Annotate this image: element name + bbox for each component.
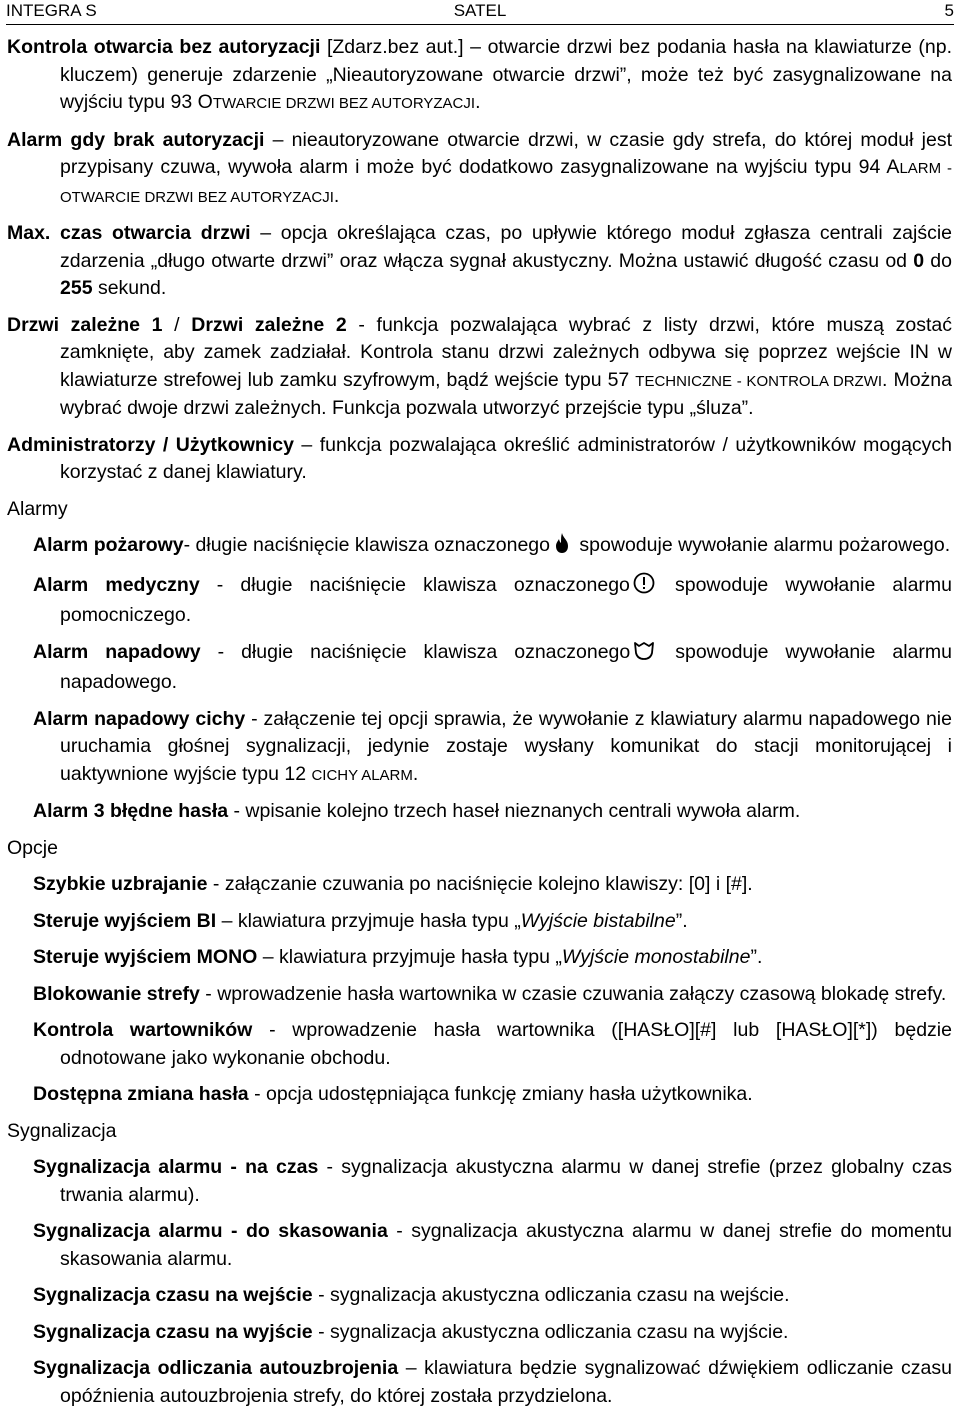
- term: Sygnalizacja alarmu - do skasowania: [33, 1220, 388, 1242]
- term: Dostępna zmiana hasła: [33, 1083, 249, 1105]
- paragraph-signal-exit-delay: Sygnalizacja czasu na wyjście - sygnalizacja akustyczna odliczania czasu na wyjście.: [33, 1320, 789, 1343]
- term: Sygnalizacja czasu na wyjście: [33, 1320, 313, 1343]
- paragraph-mono-output: Steruje wyjściem MONO – klawiatura przyjmuje hasła typu „Wyjście monostabilne”.: [33, 946, 763, 968]
- paragraph-alarm-no-authorization: Alarm gdy brak autoryzacji – nieautoryzowane otwarcie drzwi, w czasie gdy strefa, do której moduł jest przypisany czuwa, wywoła alarm i może być dodatkowo zasygnalizowane na wyjściu typu 94 ALARM - OTWARCIE DRZWI BEZ AUTORYZACJI.: [7, 128, 952, 207]
- term: Alarm napadowy cichy: [33, 707, 246, 730]
- paragraph-signal-alarm-timed: Sygnalizacja alarmu - na czas - sygnalizacja akustyczna alarmu w danej strefie (przez globalny czas trwania alarmu).: [33, 1156, 952, 1206]
- term: Alarm pożarowy: [33, 534, 184, 556]
- paragraph-quick-arming: Szybkie uzbrajanie - załączanie czuwania po naciśnięcie kolejno klawiszy: [0] i [#].: [33, 873, 753, 895]
- term: Kontrola wartowników: [33, 1019, 253, 1041]
- paragraph-signal-alarm-until-cleared: Sygnalizacja alarmu - do skasowania - sygnalizacja akustyczna alarmu w danej strefie do momentu skasowania alarmu.: [33, 1220, 953, 1270]
- term: Alarm medyczny: [33, 573, 200, 596]
- term: Drzwi zależne 2: [191, 313, 347, 336]
- section-heading-signaling: Sygnalizacja: [7, 1119, 117, 1142]
- paragraph-guard-control: Kontrola wartowników - wprowadzenie hasła wartownika ([HASŁO][#] lub [HASŁO][*]) będzie odnotowane jako wykonanie obchodu.: [33, 1019, 952, 1069]
- term: Alarm gdy brak autoryzacji: [7, 128, 265, 151]
- term: Blokowanie strefy: [33, 982, 200, 1005]
- page-number: 5: [944, 1, 954, 20]
- paragraph-partition-blocking: Blokowanie strefy - wprowadzenie hasła wartownika w czasie czuwania załączy czasową blokadę strefy.: [33, 982, 947, 1005]
- paragraph-password-change: Dostępna zmiana hasła - opcja udostępniająca funkcję zmiany hasła użytkownika.: [33, 1083, 753, 1105]
- term: Kontrola otwarcia bez autoryzacji: [7, 36, 321, 58]
- paragraph-administrators-users: Administratorzy / Użytkownicy – funkcja pozwalająca określić administratorów / użytkowników mogących korzystać z danej klawiatury.: [7, 433, 953, 483]
- term: Alarm 3 błędne hasła: [33, 800, 229, 822]
- section-heading-options: Opcje: [7, 836, 58, 859]
- document-body: [7, 34, 952, 1419]
- term: Sygnalizacja alarmu - na czas: [33, 1156, 319, 1178]
- term: Max. czas otwarcia drzwi: [7, 222, 251, 244]
- term: Alarm napadowy: [33, 640, 201, 663]
- exclamation-circle-icon: [633, 572, 655, 603]
- paragraph-dependent-doors: Drzwi zależne 1 / Drzwi zależne 2 - funkcja pozwalająca wybrać z listy drzwi, które muszą zostać zamknięte, aby zamek zadziałał. Kontrola stanu drzwi zależnych odbywa się poprzez wejście IN w klawiaturze strefowej lub zamku szyfrowym, bądź wejście typu 57 TECHNICZNE - KONTROLA DRZWI. Można wybrać dwoje drzwi zależnych. Funkcja pozwala utworzyć przejście typu „śluza”.: [7, 313, 952, 419]
- paragraph-max-door-open-time: Max. czas otwarcia drzwi – opcja określająca czas, po upływie którego moduł zgłasza centrali zajście zdarzenia „długo otwarte drzwi” oraz włącza sygnał akustyczny. Można ustawić długość czasu od 0 do 255 sekund.: [7, 222, 952, 299]
- page-header: [6, 0, 954, 25]
- paragraph-silent-panic-alarm: Alarm napadowy cichy - załączenie tej opcji sprawia, że wywołanie z klawiatury alarmu napadowego nie uruchamia głośnej sygnalizacji, jedynie zostaje wysłany komunikat do stacji monitorującej i uaktywnione wyjście typu 12 CICHY ALARM.: [33, 707, 952, 785]
- fire-icon: [553, 532, 571, 563]
- paragraph-bi-output: Steruje wyjściem BI – klawiatura przyjmuje hasła typu „Wyjście bistabilne”.: [33, 909, 688, 932]
- police-badge-icon: [633, 641, 655, 670]
- header-brand: SATEL: [453, 1, 507, 20]
- term: Sygnalizacja odliczania autouzbrojenia: [33, 1357, 399, 1379]
- paragraph-panic-alarm: Alarm napadowy - długie naciśnięcie klawisza oznaczonego spowoduje wywołanie alarmu napadowego.: [33, 640, 952, 693]
- paragraph-three-wrong-codes: Alarm 3 błędne hasła - wpisanie kolejno trzech haseł nieznanych centrali wywoła alarm.: [33, 800, 801, 822]
- paragraph-signal-auto-arming: Sygnalizacja odliczania autouzbrojenia – klawiatura będzie sygnalizować dźwiękiem odliczanie czasu opóźnienia autouzbrojenia strefy, do której została przydzielona.: [33, 1357, 952, 1407]
- paragraph-signal-entry-delay: Sygnalizacja czasu na wejście - sygnalizacja akustyczna odliczania czasu na wejście.: [33, 1284, 790, 1306]
- section-heading-alarms: Alarmy: [7, 497, 68, 520]
- paragraph-unauthorized-open-control: Kontrola otwarcia bez autoryzacji [Zdarz.bez aut.] – otwarcie drzwi bez podania hasła na klawiaturze (np. kluczem) generuje zdarzenie „Nieautoryzowane otwarcie drzwi”, może też być zasygnalizowane na wyjściu typu 93 OTWARCIE DRZWI BEZ AUTORYZACJI.: [7, 36, 952, 113]
- term: Steruje wyjściem MONO: [33, 946, 258, 968]
- term: Sygnalizacja czasu na wejście: [33, 1284, 313, 1306]
- term: Steruje wyjściem BI: [33, 909, 217, 932]
- paragraph-fire-alarm: Alarm pożarowy- długie naciśnięcie klawisza oznaczonego spowoduje wywołanie alarmu pożarowego.: [33, 532, 952, 563]
- paragraph-medical-alarm: Alarm medyczny - długie naciśnięcie klawisza oznaczonego spowoduje wywołanie alarmu pomocniczego.: [33, 573, 952, 626]
- term: Drzwi zależne 1: [7, 313, 163, 336]
- term: Administratorzy / Użytkownicy: [7, 433, 294, 456]
- term: Szybkie uzbrajanie: [33, 873, 208, 895]
- header-product: INTEGRA S: [6, 1, 97, 20]
